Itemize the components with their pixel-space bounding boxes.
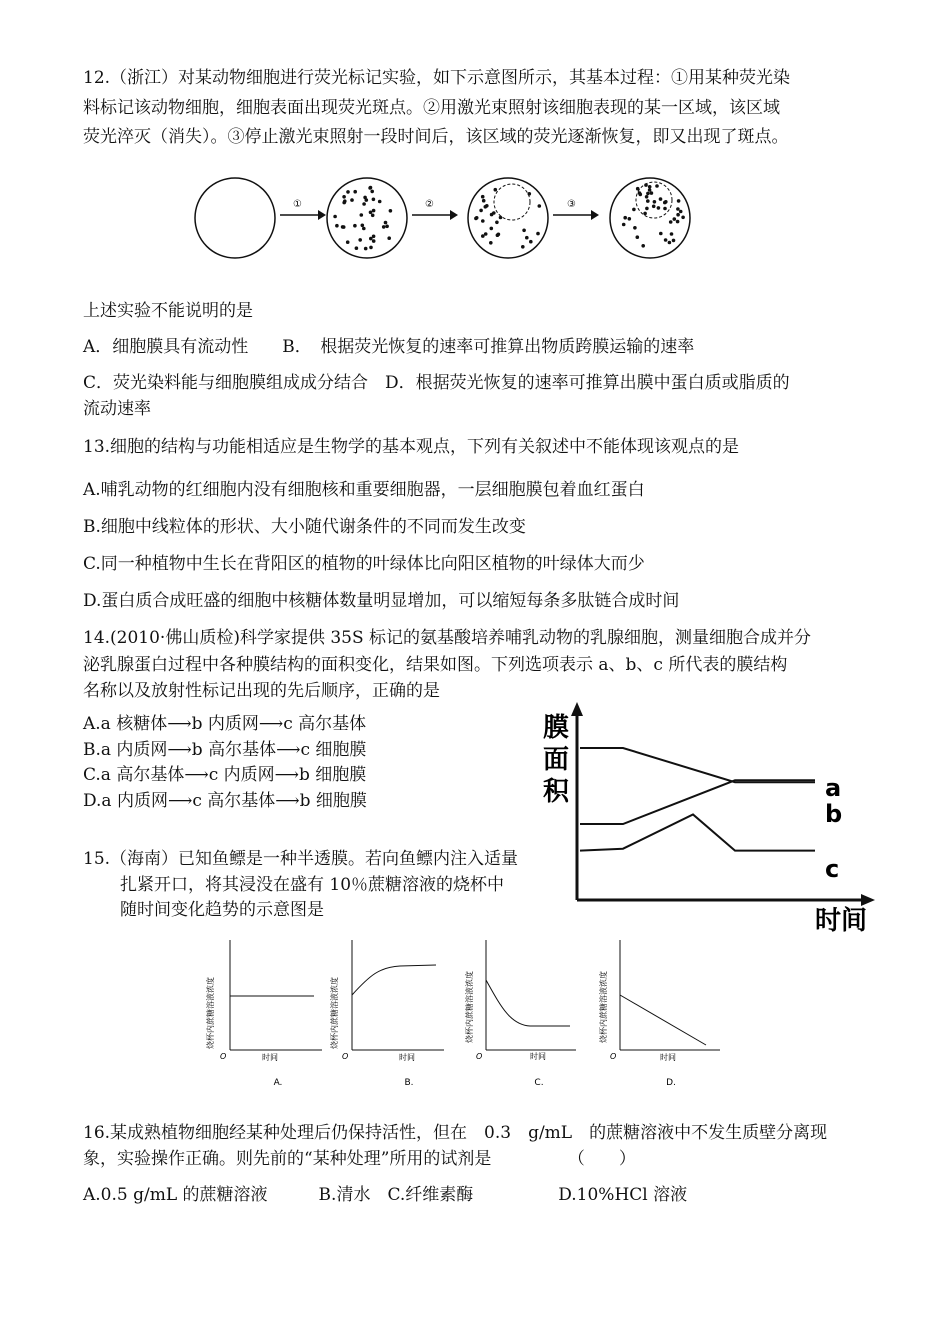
fluorescent-spot [632,208,636,212]
q14-option-c: C.a 高尔基体⟶c 内质网⟶b 细胞膜 [83,765,367,785]
fluorescent-spot [481,234,485,238]
svg-text:②: ② [425,199,434,210]
fluorescent-spot [672,239,676,243]
fluorescent-spot [335,224,339,228]
q13-option-c: C.同一种植物中生长在背阳区的植物的叶绿体比向阳区植物的叶绿体大而少 [83,554,645,574]
fluorescent-spot [481,219,485,223]
fluorescent-spot [369,237,373,241]
fluorescent-spot [628,217,632,221]
x-axis-label: 时间 [815,906,868,936]
membrane-area-chart [535,700,880,940]
fluorescent-spot [528,192,532,196]
graph-c [464,940,576,1088]
fluorescent-spot [346,240,350,244]
fluorescent-spot [641,244,645,248]
bleached-region [494,184,530,220]
arrow-2 [412,199,458,220]
fluorescent-spot [623,216,627,220]
q12-question: 上述实验不能说明的是 [83,301,253,321]
fluorescent-spot [536,232,540,236]
q14-stem-line-3: 名称以及放射性标记出现的先后顺序，正确的是 [83,681,440,701]
q14-option-d: D.a 内质网⟶c 高尔基体⟶b 细胞膜 [83,791,367,811]
fluorescent-spot [664,238,668,242]
svg-text:O: O [476,1052,483,1061]
fluorescent-spot [358,238,362,242]
q13-option-a: A.哺乳动物的红细胞内没有细胞核和重要细胞器，一层细胞膜包着血红蛋白 [83,480,645,500]
y-axis-arrow [571,702,583,716]
fluorescent-spot [343,199,347,203]
fluorescent-spot [657,206,661,210]
svg-text:O: O [342,1052,349,1061]
fluorescent-spots-remaining [474,188,541,249]
fluorescent-spot [372,235,376,239]
fluorescent-spot [355,246,359,250]
fluorescent-spot [529,240,533,244]
fluorescent-spot [521,245,525,249]
q14-option-b: B.a 内质网⟶b 高尔基体⟶c 细胞膜 [83,740,367,760]
fluorescent-spot [668,241,672,245]
cell-bleached [468,178,548,258]
fluorescent-spot [369,246,373,250]
graph-a [205,940,322,1088]
fluorescent-spot [676,213,680,217]
q13-option-d: D.蛋白质合成旺盛的细胞中核糖体数量明显增加，可以缩短每条多肽链合成时间 [83,591,680,611]
fluorescent-spot [653,200,657,204]
svg-text:D.: D. [666,1078,676,1088]
fluorescent-spot [475,216,479,220]
fluorescent-spot [495,221,499,225]
series-a-line [580,748,815,782]
svg-text:烧杯内蔗糖溶液浓度: 烧杯内蔗糖溶液浓度 [465,971,474,1043]
fluorescent-spot [387,236,391,240]
fluorescent-spots-recovered [622,183,685,247]
q16-stem-line-2: 象，实验操作正确。则先前的“某种处理”所用的试剂是 （ ） [83,1149,636,1169]
fluorescent-spot [364,247,368,251]
series-a-label: a [825,774,842,802]
fluorescent-spot [389,209,393,213]
svg-text:时间: 时间 [660,1053,676,1062]
q15-stem-line-3: 随时间变化趋势的示意图是 [120,900,324,920]
fluorescent-spot [384,221,388,225]
fluorescent-spot [538,204,542,208]
fluorescent-spot [365,198,369,202]
fluorescent-spot [655,184,659,188]
fluorescent-spot [676,207,680,211]
fluorescent-spot [664,200,668,204]
fluorescent-spot [353,190,357,194]
fluorescent-spot [482,199,486,203]
graph-d [598,940,720,1088]
fluorescent-spot [643,212,647,216]
fluorescent-spot [677,199,681,203]
svg-text:时间: 时间 [262,1053,278,1062]
fluorescent-spot [350,198,354,202]
svg-text:O: O [610,1052,617,1061]
fluorescent-spot [342,225,346,229]
q12-stem-line-3: 荧光淬灭（消失）。③停止激光束照射一段时间后，该区域的荧光逐渐恢复，即又出现了斑点。 [83,127,789,147]
svg-text:A.: A. [273,1078,283,1088]
fluorescent-spot [361,224,365,228]
fluorescent-spot [378,200,382,204]
fluorescent-spot [522,229,526,233]
fluorescent-spot [636,187,640,191]
q16-stem-line-1: 16.某成熟植物细胞经某种处理后仍保持活性，但在 0.3 g/mL 的蔗糖溶液中不发生质壁分离现 [83,1123,828,1143]
fluorescent-spot [650,191,654,195]
q14-stem-line-2: 泌乳腺蛋白过程中各种膜结构的面积变化，结果如图。下列选项表示 a、b、c 所代表的膜结构 [83,655,788,675]
fluorescent-spot [669,220,673,224]
fluorescent-spots [333,186,392,251]
graph-b [329,940,444,1088]
q12-stem-line-2: 料标记该动物细胞，细胞表面出现荧光斑点。②用激光束照射该细胞表现的某一区域，该区域 [83,98,780,118]
series-c-line [580,815,815,851]
fluorescent-spot [369,211,373,215]
fluorescent-spot [673,217,677,221]
q13-stem: 13.细胞的结构与功能相适应是生物学的基本观点，下列有关叙述中不能体现该观点的是 [83,437,740,457]
fluorescent-spot [369,186,373,190]
fluorescent-spot [372,239,376,243]
fluorescent-spot [385,225,389,229]
fluorescent-spot [371,214,375,218]
arrow-1 [280,199,326,220]
svg-text:B.: B. [404,1078,414,1088]
y-axis-label-1: 膜 [543,713,570,743]
fluorescent-spot [489,241,493,245]
x-axis-arrow [861,894,875,906]
y-axis-label-2: 面 [543,745,570,775]
cell-labeled [327,178,407,258]
fluorescent-spot [484,232,488,236]
fluorescent-spot [342,195,346,199]
q12-option-d-cont: 流动速率 [83,399,151,419]
fluorescent-spot [525,236,529,240]
fluorescent-spot [490,227,494,231]
fluorescent-spot [492,211,496,215]
fluorescent-spot [353,224,357,228]
q15-stem-line-2: 扎紧开口，将其浸没在盛有 10％蔗糖溶液的烧杯中 [120,875,505,895]
fluorescent-spot [382,225,386,229]
svg-text:①: ① [293,199,302,210]
svg-text:烧杯内蔗糖溶液浓度: 烧杯内蔗糖溶液浓度 [206,977,215,1049]
fluorescent-spot [333,215,337,219]
fluorescent-spot [644,183,648,187]
svg-text:③: ③ [567,199,576,210]
fluorescent-spot [663,207,667,211]
svg-text:时间: 时间 [399,1053,415,1062]
fluorescent-spot [362,202,366,206]
fluorescent-spot [479,209,483,213]
q12-option-cd: C．荧光染料能与细胞膜组成成分结合 D．根据荧光恢复的速率可推算出膜中蛋白质或脂质的 [83,373,790,393]
fluorescent-spot [645,207,649,211]
fluorescent-spot [360,213,364,217]
fluorescent-spot [648,185,652,189]
fluorescent-spot [481,195,485,199]
svg-text:烧杯内蔗糖溶液浓度: 烧杯内蔗糖溶液浓度 [599,971,608,1043]
fluorescent-spot [497,233,501,237]
fluorescent-spot [346,190,350,194]
fluorescent-spot [681,216,685,220]
fluorescent-spot [622,223,626,227]
q12-cell-diagram [190,170,710,270]
fluorescent-spot [679,210,683,214]
fluorescent-spot [494,188,498,192]
q16-options: A.0.5 g/mL 的蔗糖溶液 B.清水 C.纤维素酶 D.10%HCl 溶液 [83,1185,688,1205]
fluorescent-spot [370,190,374,194]
svg-text:烧杯内蔗糖溶液浓度: 烧杯内蔗糖溶液浓度 [330,977,339,1049]
fluorescent-spot [676,220,680,224]
q14-option-a: A.a 核糖体⟶b 内质网⟶c 高尔基体 [83,714,367,734]
recovered-region [636,182,672,218]
fluorescent-spot [639,193,643,197]
svg-text:O: O [220,1052,227,1061]
series-b-label: b [825,800,843,828]
fluorescent-spot [372,209,376,213]
fluorescent-spot [659,232,663,236]
fluorescent-spot [659,197,663,201]
fluorescent-spot [633,226,637,230]
fluorescent-spot [648,188,652,192]
fluorescent-spot [372,198,376,202]
svg-text:时间: 时间 [530,1052,546,1061]
fluorescent-spot [646,199,650,203]
fluorescent-spot [636,235,640,239]
fluorescent-spot [646,192,650,196]
fluorescent-spot [362,227,366,231]
cell-unlabeled [195,178,275,258]
fluorescent-spot [499,216,503,220]
fluorescent-spot [484,205,488,209]
q15-option-graphs [200,935,730,1095]
q15-stem-line-1: 15.（海南）已知鱼鳔是一种半透膜。若向鱼鳔内注入适量 [83,849,519,869]
arrow-3 [553,199,599,220]
y-axis-label-3: 积 [543,777,570,807]
q12-stem-line-1: 12.（浙江）对某动物细胞进行荧光标记实验，如下示意图所示，其基本过程：①用某种荧光染 [83,68,791,88]
q14-stem-line-1: 14.(2010·佛山质检)科学家提供 35S 标记的氨基酸培养哺乳动物的乳腺细胞，测量细胞合成并分 [83,628,812,648]
fluorescent-spot [645,195,649,199]
q13-option-b: B.细胞中线粒体的形状、大小随代谢条件的不同而发生改变 [83,517,526,537]
q12-option-ab: A．细胞膜具有流动性 B． 根据荧光恢复的速率可推算出物质跨膜运输的速率 [83,337,695,357]
series-c-label: c [825,855,840,883]
fluorescent-spot [652,205,656,209]
fluorescent-spot [670,232,674,236]
svg-text:C.: C. [534,1078,544,1088]
